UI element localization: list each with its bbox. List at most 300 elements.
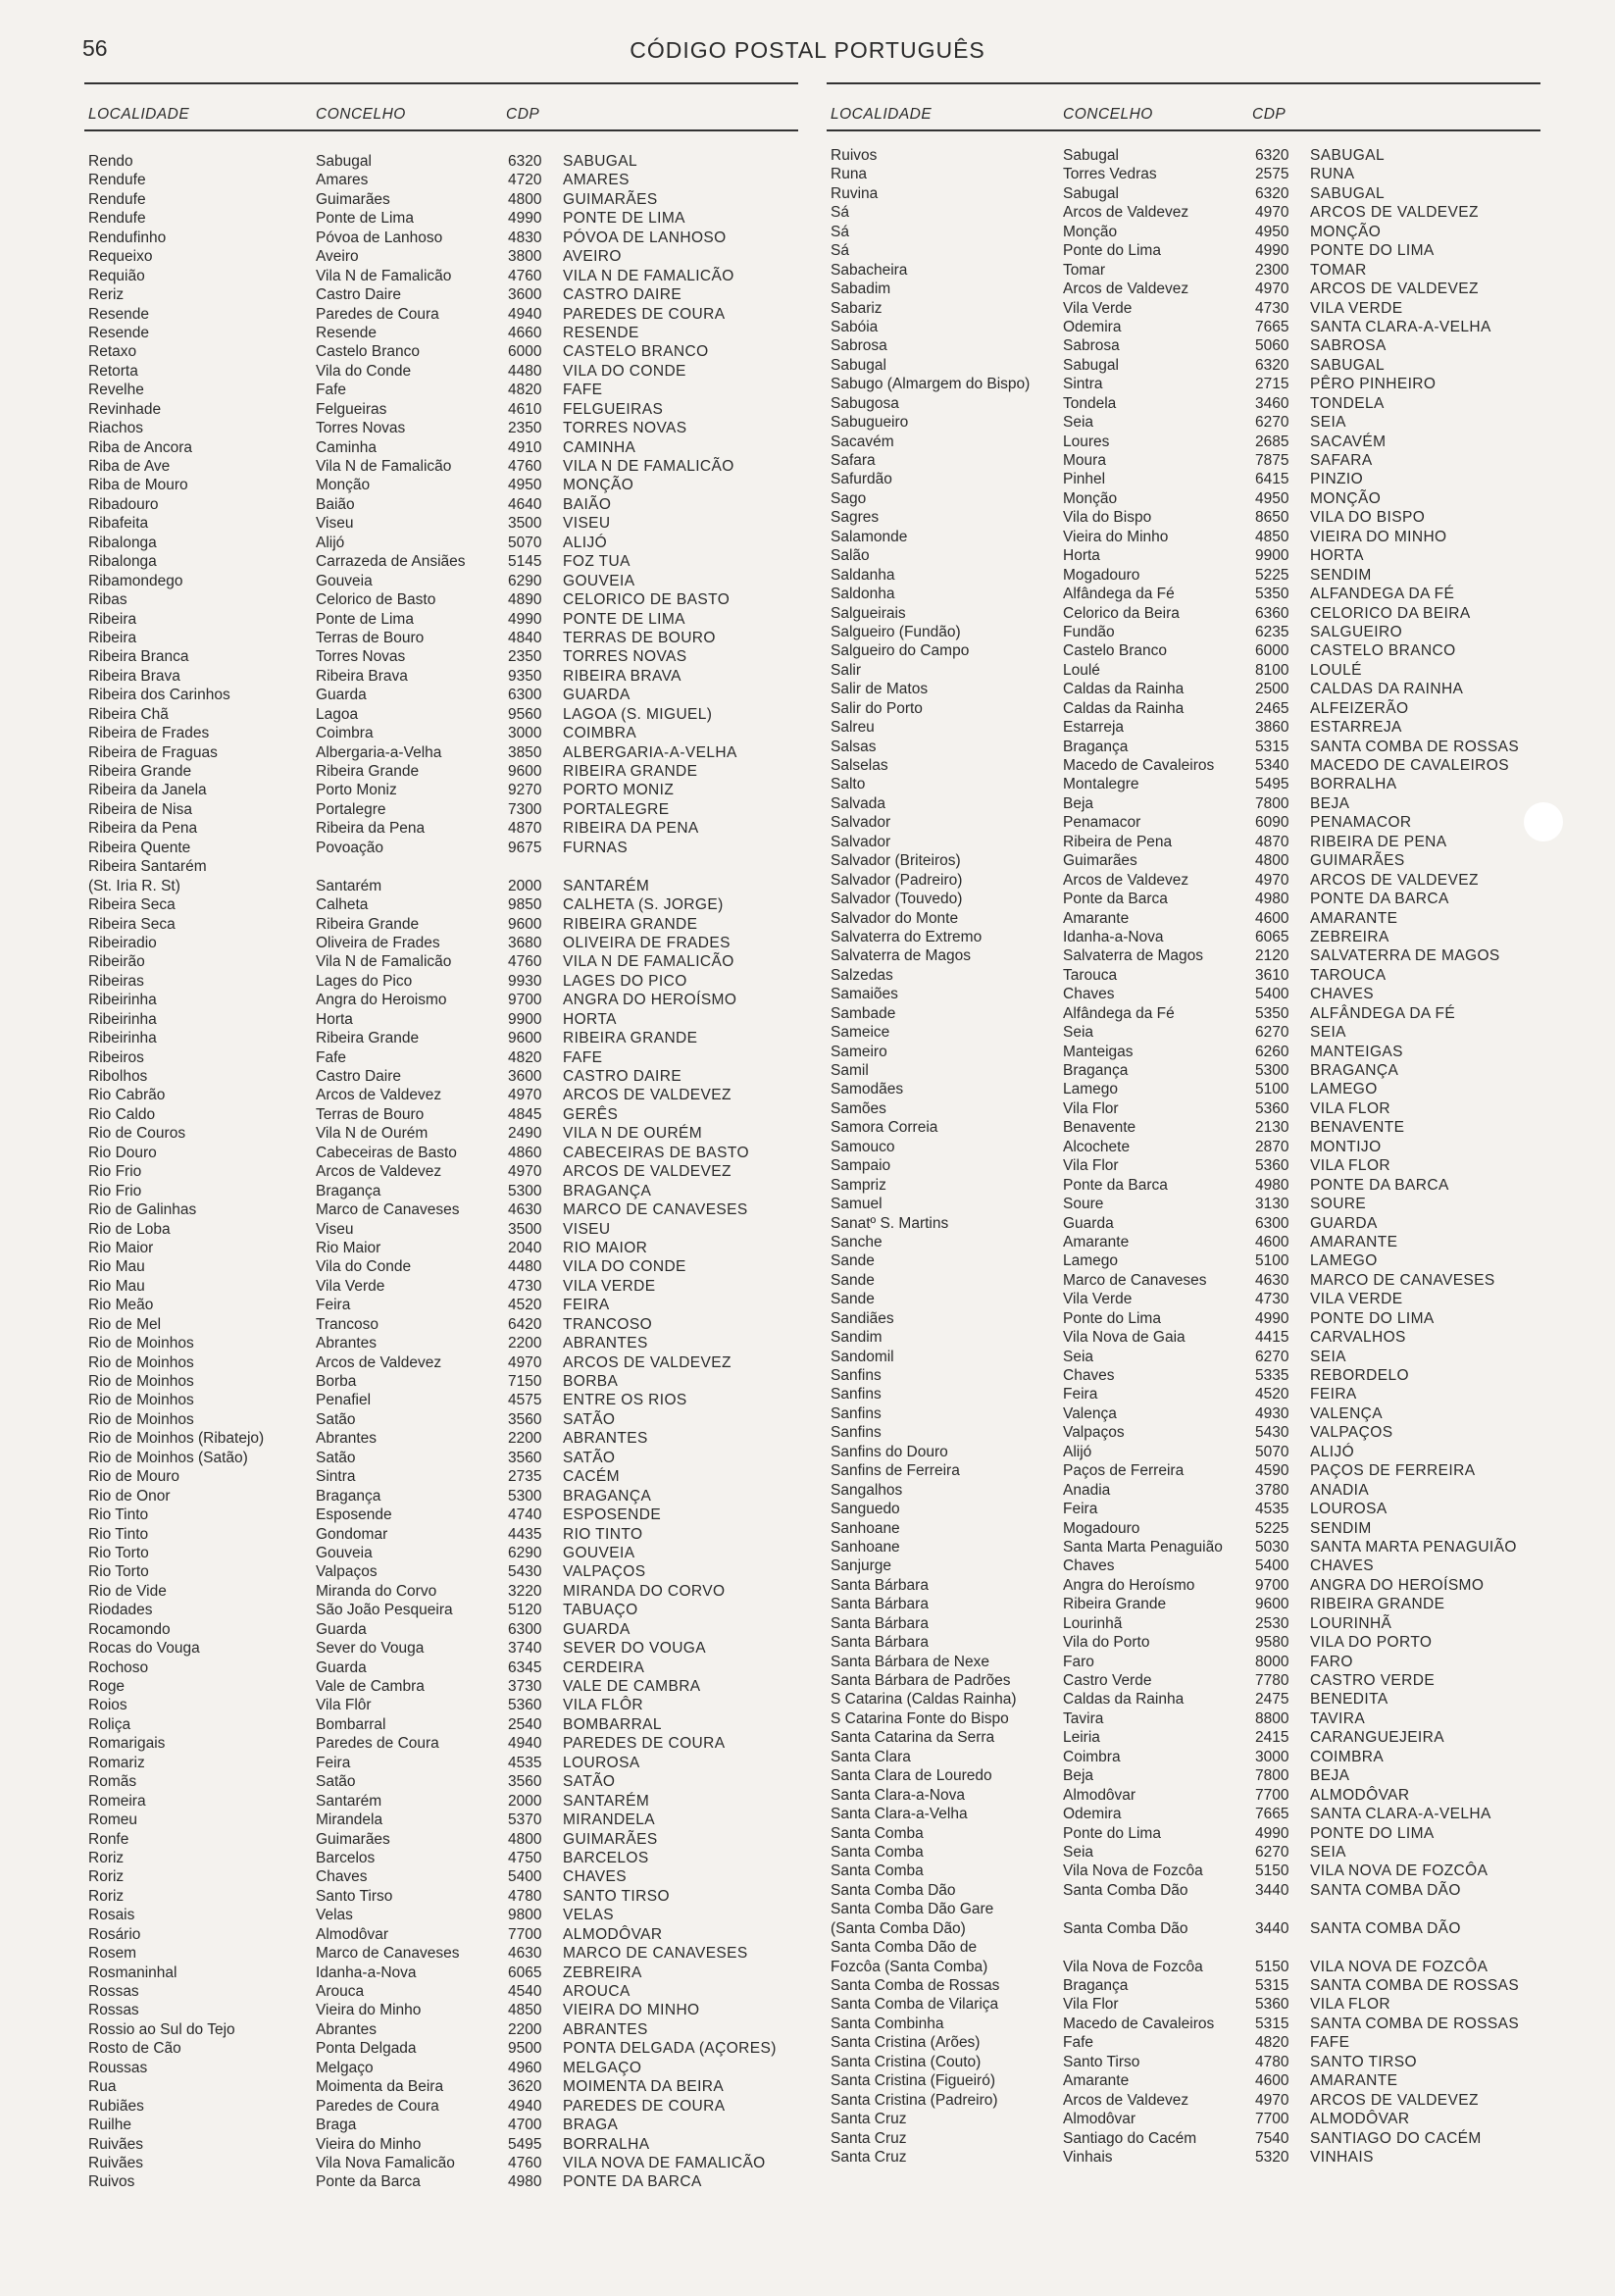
table-row <box>84 305 798 324</box>
localidade-cell: Rosem <box>88 1945 137 1963</box>
concelho-cell: Ponte da Barca <box>316 2173 421 2191</box>
post-office-cell: VILA N DE FAMALICÃO <box>563 458 734 475</box>
punch-hole <box>1524 802 1563 842</box>
localidade-cell: Rio de Couros <box>88 1125 186 1143</box>
localidade-cell: Rio de Mouro <box>88 1468 180 1486</box>
concelho-cell: Viseu <box>316 515 354 533</box>
localidade-cell: Sabadim <box>831 281 891 298</box>
table-row <box>827 1043 1540 1061</box>
table-row <box>84 724 798 742</box>
table-row <box>827 851 1540 870</box>
table-row <box>84 1867 798 1886</box>
localidade-cell: Rossas <box>88 2002 139 2019</box>
table-row <box>827 1118 1540 1137</box>
cdp-cell: 5315 <box>1255 2015 1289 2032</box>
column-headers <box>827 84 1540 129</box>
concelho-cell: Resende <box>316 324 378 341</box>
table-row <box>84 1124 798 1143</box>
table-row <box>827 1061 1540 1080</box>
table-row <box>827 470 1540 488</box>
cdp-cell: 5145 <box>508 553 542 571</box>
post-office-cell: FEIRA <box>1310 1386 1357 1403</box>
cdp-cell: 8800 <box>1255 1709 1289 1727</box>
table-row <box>84 1067 798 1086</box>
post-office-cell: BAIÃO <box>563 495 612 513</box>
post-office-cell: SALGUEIRO <box>1310 623 1403 640</box>
table-row <box>84 877 798 895</box>
cdp-cell: 8000 <box>1255 1653 1289 1670</box>
cdp-cell: 7150 <box>508 1373 542 1390</box>
table-row <box>84 438 798 457</box>
table-row <box>84 705 798 724</box>
post-office-cell: SABUGAL <box>563 153 638 170</box>
localidade-cell: Ribeira Quente <box>88 839 191 856</box>
concelho-cell: Vila Verde <box>1063 299 1133 317</box>
localidade-cell: Sá <box>831 242 849 260</box>
localidade-cell: Rio Meão <box>88 1297 154 1314</box>
concelho-cell: Guimarães <box>1063 852 1137 870</box>
post-office-cell: ARCOS DE VALDEVEZ <box>1310 281 1479 298</box>
localidade-cell: Ribeirinha <box>88 992 157 1009</box>
cdp-cell: 5225 <box>1255 566 1289 584</box>
concelho-cell: Vila do Bispo <box>1063 509 1152 527</box>
table-row <box>84 1220 798 1239</box>
localidade-cell: Rubiães <box>88 2097 144 2115</box>
post-office-cell: VILA DO PORTO <box>1310 1634 1433 1652</box>
localidade-cell: Santa Clara de Louredo <box>831 1767 992 1785</box>
localidade-cell: Ruivães <box>88 2154 143 2171</box>
cdp-cell: 4435 <box>508 1525 542 1543</box>
post-office-cell: VALENÇA <box>1310 1404 1384 1422</box>
concelho-cell: Santarém <box>316 877 382 894</box>
cdp-cell: 6320 <box>1255 184 1289 202</box>
table-row <box>84 1964 798 1982</box>
post-office-cell: ANGRA DO HEROÍSMO <box>563 992 737 1009</box>
cdp-cell: 6065 <box>508 1964 542 1981</box>
post-office-cell: SANTA COMBA DÃO <box>1310 1919 1461 1937</box>
localidade-cell: Rio de Moinhos (Ribatejo) <box>88 1430 265 1448</box>
cdp-cell: 6270 <box>1255 1348 1289 1365</box>
localidade-cell: Sambade <box>831 1004 896 1022</box>
localidade-cell: Salgueirais <box>831 604 906 622</box>
table-row <box>827 1633 1540 1652</box>
localidade-cell: Rio Mau <box>88 1258 145 1276</box>
concelho-cell: Guarda <box>316 687 367 704</box>
cdp-cell: 7780 <box>1255 1672 1289 1689</box>
post-office-cell: ANGRA DO HEROÍSMO <box>1310 1576 1485 1594</box>
cdp-cell: 4720 <box>508 172 542 189</box>
concelho-cell: Manteigas <box>1063 1043 1134 1060</box>
cdp-cell: 2200 <box>508 2020 542 2038</box>
localidade-cell: Rendo <box>88 153 133 170</box>
localidade-cell: Rio de Galinhas <box>88 1201 197 1219</box>
localidade-cell: Santa Cruz <box>831 2129 907 2147</box>
post-office-cell: MANTEIGAS <box>1310 1043 1403 1060</box>
table-row <box>84 476 798 494</box>
cdp-cell: 4780 <box>508 1887 542 1905</box>
cdp-cell: 6320 <box>508 153 542 170</box>
concelho-cell: Torres Novas <box>316 420 406 437</box>
concelho-cell: Beja <box>1063 794 1094 812</box>
post-office-cell: SABUGAL <box>1310 184 1386 202</box>
concelho-cell: Vieira do Minho <box>316 2135 422 2153</box>
table-row <box>84 1429 798 1448</box>
table-row <box>827 2033 1540 2052</box>
table-row <box>827 928 1540 946</box>
cdp-cell: 4520 <box>508 1297 542 1314</box>
localidade-cell: Rendufe <box>88 210 146 228</box>
table-row <box>827 1900 1540 1918</box>
concelho-cell: Bragança <box>316 1487 381 1505</box>
concelho-cell: Porto Moniz <box>316 782 397 799</box>
table-row <box>827 1786 1540 1805</box>
localidade-cell: Romeira <box>88 1792 146 1810</box>
table-row <box>84 2077 798 2096</box>
cdp-cell: 5360 <box>1255 1157 1289 1175</box>
cdp-cell: 2715 <box>1255 376 1289 393</box>
localidade-cell: Santa Comba de Vilariça <box>831 1996 999 2014</box>
post-office-cell: MONÇÃO <box>1310 223 1382 240</box>
table-row <box>827 909 1540 928</box>
cdp-cell: 5340 <box>1255 757 1289 774</box>
concelho-cell: Lamego <box>1063 1081 1119 1098</box>
concelho-cell: Coimbra <box>316 725 374 742</box>
post-office-cell: PORTALEGRE <box>563 800 670 818</box>
table-row <box>84 1696 798 1714</box>
cdp-cell: 9900 <box>1255 547 1289 565</box>
cdp-cell: 4630 <box>1255 1271 1289 1289</box>
localidade-cell: Sanjurge <box>831 1557 892 1575</box>
localidade-cell: Santa Bárbara <box>831 1576 929 1594</box>
localidade-cell: Sande <box>831 1291 875 1308</box>
table-row <box>84 1048 798 1067</box>
table-row <box>827 2091 1540 2110</box>
localidade-cell: Sabóia <box>831 318 879 335</box>
concelho-cell: Santa Marta Penaguião <box>1063 1538 1223 1556</box>
concelho-cell: Vila Nova de Gaia <box>1063 1329 1186 1347</box>
concelho-cell: Guarda <box>316 1620 367 1638</box>
concelho-cell: Povoação <box>316 839 383 856</box>
cdp-cell: 4990 <box>508 610 542 628</box>
table-row <box>827 1099 1540 1118</box>
concelho-cell: São João Pesqueira <box>316 1602 453 1619</box>
cdp-cell: 5400 <box>508 1868 542 1886</box>
table-row <box>827 1556 1540 1575</box>
post-office-cell: BOMBARRAL <box>563 1715 662 1733</box>
cdp-cell: 2200 <box>508 1430 542 1448</box>
post-office-cell: ESPOSENDE <box>563 1506 662 1524</box>
header-rule <box>827 129 1540 131</box>
post-office-cell: RIBEIRA GRANDE <box>1310 1596 1445 1613</box>
cdp-cell: 3740 <box>508 1640 542 1658</box>
concelho-cell: Arcos de Valdevez <box>1063 204 1189 222</box>
concelho-cell: Sabugal <box>1063 147 1119 164</box>
localidade-cell: Saldanha <box>831 566 895 584</box>
post-office-cell: PONTE DO LIMA <box>1310 1309 1435 1327</box>
localidade-cell: Santa Comba Dão Gare <box>831 1901 994 1918</box>
cdp-cell: 4740 <box>508 1506 542 1524</box>
cdp-cell: 5030 <box>1255 1538 1289 1556</box>
concelho-cell: Vila N de Famalicão <box>316 267 452 284</box>
table-row <box>827 489 1540 508</box>
table-row <box>827 623 1540 641</box>
cdp-cell: 9600 <box>508 763 542 780</box>
cdp-cell: 2685 <box>1255 433 1289 450</box>
post-office-cell: CERDEIRA <box>563 1658 645 1676</box>
concelho-cell: Barcelos <box>316 1849 376 1866</box>
localidade-cell: Roriz <box>88 1887 125 1905</box>
concelho-cell: Montalegre <box>1063 776 1139 793</box>
post-office-cell: AMARANTE <box>1310 2072 1398 2090</box>
localidade-cell: Riba de Ave <box>88 458 171 475</box>
cdp-cell: 5370 <box>508 1811 542 1829</box>
table-row <box>827 604 1540 623</box>
post-office-cell: SOURE <box>1310 1196 1367 1213</box>
post-office-cell: SEIA <box>1310 1348 1346 1365</box>
cdp-cell: 7700 <box>1255 2111 1289 2128</box>
table-row <box>827 1748 1540 1766</box>
localidade-cell: Ribeirão <box>88 953 145 971</box>
cdp-cell: 4970 <box>1255 281 1289 298</box>
table-row <box>84 1391 798 1409</box>
table-row <box>827 1843 1540 1862</box>
table-row <box>827 1156 1540 1175</box>
post-office-cell: TERRAS DE BOURO <box>563 629 716 646</box>
concelho-cell: Guarda <box>1063 1214 1114 1232</box>
table-row <box>827 1614 1540 1633</box>
concelho-cell: Seia <box>1063 1348 1094 1365</box>
post-office-cell: SANTA MARTA PENAGUIÃO <box>1310 1538 1517 1556</box>
post-office-cell: FOZ TUA <box>563 553 631 571</box>
concelho-cell: Lourinhã <box>1063 1614 1123 1632</box>
cdp-cell: 4950 <box>1255 489 1289 507</box>
cdp-cell: 4540 <box>508 1983 542 2000</box>
concelho-cell: Vinhais <box>1063 2148 1113 2166</box>
table-row <box>84 686 798 704</box>
cdp-cell: 5315 <box>1255 1977 1289 1994</box>
concelho-cell: Satão <box>316 1410 356 1428</box>
localidade-cell: Ruivães <box>88 2135 143 2153</box>
concelho-cell: Vila do Porto <box>1063 1634 1150 1652</box>
localidade-cell: Sampriz <box>831 1176 886 1194</box>
cdp-cell: 3460 <box>1255 394 1289 412</box>
table-row <box>827 794 1540 813</box>
table-row <box>827 1862 1540 1880</box>
post-office-cell: TAROUCA <box>1310 966 1387 984</box>
post-office-cell: SABROSA <box>1310 337 1387 355</box>
localidade-cell: Rio de Mel <box>88 1315 162 1333</box>
concelho-cell: Ribeira Grande <box>316 915 420 933</box>
cdp-cell: 6345 <box>508 1658 542 1676</box>
post-office-cell: CHAVES <box>563 1868 627 1886</box>
concelho-cell: Horta <box>1063 547 1100 565</box>
concelho-cell: Ponte do Lima <box>1063 1309 1161 1327</box>
concelho-cell: Sever do Vouga <box>316 1640 425 1658</box>
post-office-cell: ALMODÔVAR <box>1310 1786 1410 1804</box>
concelho-cell: Paços de Ferreira <box>1063 1462 1185 1480</box>
table-row <box>827 738 1540 756</box>
localidade-cell: Sande <box>831 1252 875 1270</box>
post-office-cell: ALFEIZERÃO <box>1310 699 1409 717</box>
cdp-cell: 5350 <box>1255 586 1289 603</box>
table-row <box>827 1138 1540 1156</box>
table-row <box>827 1958 1540 1976</box>
concelho-cell: Guimarães <box>316 190 390 208</box>
cdp-cell: 6360 <box>1255 604 1289 622</box>
concelho-cell: Albergaria-a-Velha <box>316 743 442 761</box>
cdp-cell: 3560 <box>508 1773 542 1791</box>
cdp-cell: 8100 <box>1255 661 1289 679</box>
localidade-cell: Ribeira Grande <box>88 763 192 780</box>
table-row <box>84 400 798 419</box>
cdp-cell: 7665 <box>1255 1806 1289 1823</box>
concelho-cell: Ribeira Brava <box>316 667 408 685</box>
localidade-cell: Rossio ao Sul do Tejo <box>88 2020 235 2038</box>
cdp-cell: 7665 <box>1255 318 1289 335</box>
post-office-cell: VIEIRA DO MINHO <box>563 2002 700 2019</box>
post-office-cell: AMARES <box>563 172 630 189</box>
localidade-cell: Ribeirinha <box>88 1030 157 1047</box>
cdp-cell: 4660 <box>508 324 542 341</box>
concelho-cell: Penafiel <box>316 1392 372 1409</box>
post-office-cell: SANTA COMBA DE ROSSAS <box>1310 1977 1520 1994</box>
cdp-cell: 9700 <box>1255 1576 1289 1594</box>
post-office-cell: AROUCA <box>563 1983 631 2000</box>
localidade-cell: Sacavém <box>831 433 894 450</box>
concelho-cell: Almodôvar <box>316 1925 389 1943</box>
table-row <box>827 680 1540 698</box>
concelho-cell: Seia <box>1063 1843 1094 1861</box>
cdp-cell: 7700 <box>508 1925 542 1943</box>
post-office-cell: LAMEGO <box>1310 1081 1378 1098</box>
localidade-cell: Salsas <box>831 738 877 755</box>
cdp-cell: 6415 <box>1255 471 1289 488</box>
cdp-cell: 4870 <box>1255 833 1289 850</box>
left-column <box>84 82 798 2192</box>
post-office-cell: VILA N DE FAMALICÃO <box>563 267 734 284</box>
concelho-cell: Vila Flôr <box>316 1697 372 1714</box>
localidade-cell: Samil <box>831 1062 869 1079</box>
concelho-cell: Alcochete <box>1063 1138 1131 1155</box>
localidade-cell: Rio Tinto <box>88 1506 149 1524</box>
post-office-cell: BENAVENTE <box>1310 1119 1405 1137</box>
localidade-cell: Sá <box>831 204 849 222</box>
post-office-cell: GOUVEIA <box>563 572 635 589</box>
concelho-cell: Velas <box>316 1907 353 1924</box>
table-row <box>827 375 1540 393</box>
concelho-cell: Coimbra <box>1063 1748 1121 1765</box>
table-row <box>84 1334 798 1352</box>
localidade-cell: Samuel <box>831 1196 883 1213</box>
post-office-cell: PONTE DA BARCA <box>1310 891 1449 908</box>
post-office-cell: MARCO DE CANAVESES <box>1310 1271 1495 1289</box>
concelho-cell: Fafe <box>316 1048 347 1066</box>
concelho-cell: Santo Tirso <box>316 1887 393 1905</box>
table-row <box>827 336 1540 355</box>
localidade-cell: Santa Cristina (Couto) <box>831 2053 982 2070</box>
cdp-cell: 5150 <box>1255 1862 1289 1880</box>
localidade-cell: Salvada <box>831 794 886 812</box>
post-office-cell: SANTA CLARA-A-VELHA <box>1310 1806 1491 1823</box>
localidade-cell: Sanfins <box>831 1386 882 1403</box>
cdp-cell: 3440 <box>1255 1919 1289 1937</box>
concelho-cell: Tavira <box>1063 1709 1104 1727</box>
localidade-cell: Ribeira de Nisa <box>88 800 192 818</box>
table-row <box>84 1715 798 1734</box>
localidade-cell: Safara <box>831 452 876 469</box>
table-row <box>84 1906 798 1924</box>
localidade-cell: Roios <box>88 1697 127 1714</box>
localidade-cell: Ribeiras <box>88 972 144 990</box>
concelho-cell: Ribeira Grande <box>316 1030 420 1047</box>
post-office-cell: TRANCOSO <box>563 1315 653 1333</box>
localidade-cell: Ribeira Seca <box>88 915 176 933</box>
concelho-cell: Caldas da Rainha <box>1063 1691 1185 1709</box>
cdp-cell: 5495 <box>1255 776 1289 793</box>
post-office-cell: BRAGA <box>563 2117 619 2134</box>
localidade-cell: Sandomil <box>831 1348 894 1365</box>
localidade-cell: Rio Cabrão <box>88 1087 166 1104</box>
localidade-cell: Salvador (Briteiros) <box>831 852 961 870</box>
table-row <box>827 1423 1540 1442</box>
localidade-cell: Rendufe <box>88 190 146 208</box>
table-row <box>827 1309 1540 1328</box>
post-office-cell: LOUROSA <box>563 1754 640 1771</box>
concelho-cell: Ponte do Lima <box>1063 242 1161 260</box>
concelho-cell: Baião <box>316 495 355 513</box>
post-office-cell: CALHETA (S. JORGE) <box>563 896 724 914</box>
post-office-cell: ALMODÔVAR <box>1310 2111 1410 2128</box>
post-office-cell: BORRALHA <box>563 2135 650 2153</box>
cdp-cell: 4760 <box>508 2154 542 2171</box>
table-row <box>84 857 798 876</box>
cdp-cell: 5315 <box>1255 738 1289 755</box>
post-office-cell: FARO <box>1310 1653 1353 1670</box>
table-row <box>84 1010 798 1029</box>
header-concelho: CONCELHO <box>316 106 406 123</box>
concelho-cell: Gouveia <box>316 572 373 589</box>
table-row <box>84 1944 798 1963</box>
localidade-cell: Rossas <box>88 1983 139 2000</box>
cdp-cell: 5495 <box>508 2135 542 2153</box>
cdp-cell: 4970 <box>1255 2091 1289 2109</box>
concelho-cell: Paredes de Coura <box>316 305 439 323</box>
localidade-cell: Sabacheira <box>831 261 908 279</box>
concelho-cell: Anadia <box>1063 1481 1111 1499</box>
post-office-cell: MIRANDA DO CORVO <box>563 1582 726 1600</box>
post-office-cell: FURNAS <box>563 839 629 856</box>
concelho-cell: Fundão <box>1063 623 1115 640</box>
localidade-cell: Santa Bárbara <box>831 1614 929 1632</box>
cdp-cell: 7800 <box>1255 1767 1289 1785</box>
table-row <box>827 1290 1540 1308</box>
localidade-cell: Fozcôa (Santa Comba) <box>831 1958 988 1975</box>
concelho-cell: Arcos de Valdevez <box>1063 2091 1189 2109</box>
concelho-cell: Torres Novas <box>316 648 406 666</box>
table-row <box>84 572 798 590</box>
concelho-cell: Almodôvar <box>1063 2111 1136 2128</box>
concelho-cell: Fafe <box>1063 2034 1094 2052</box>
table-row <box>84 1162 798 1181</box>
cdp-cell: 5070 <box>508 534 542 551</box>
concelho-cell: Amares <box>316 172 369 189</box>
localidade-cell: Sagres <box>831 509 880 527</box>
cdp-cell: 5100 <box>1255 1081 1289 1098</box>
concelho-cell: Valpaços <box>1063 1424 1125 1442</box>
table-row <box>827 1728 1540 1747</box>
cdp-cell: 4480 <box>508 362 542 380</box>
localidade-cell: Ruvina <box>831 184 879 202</box>
